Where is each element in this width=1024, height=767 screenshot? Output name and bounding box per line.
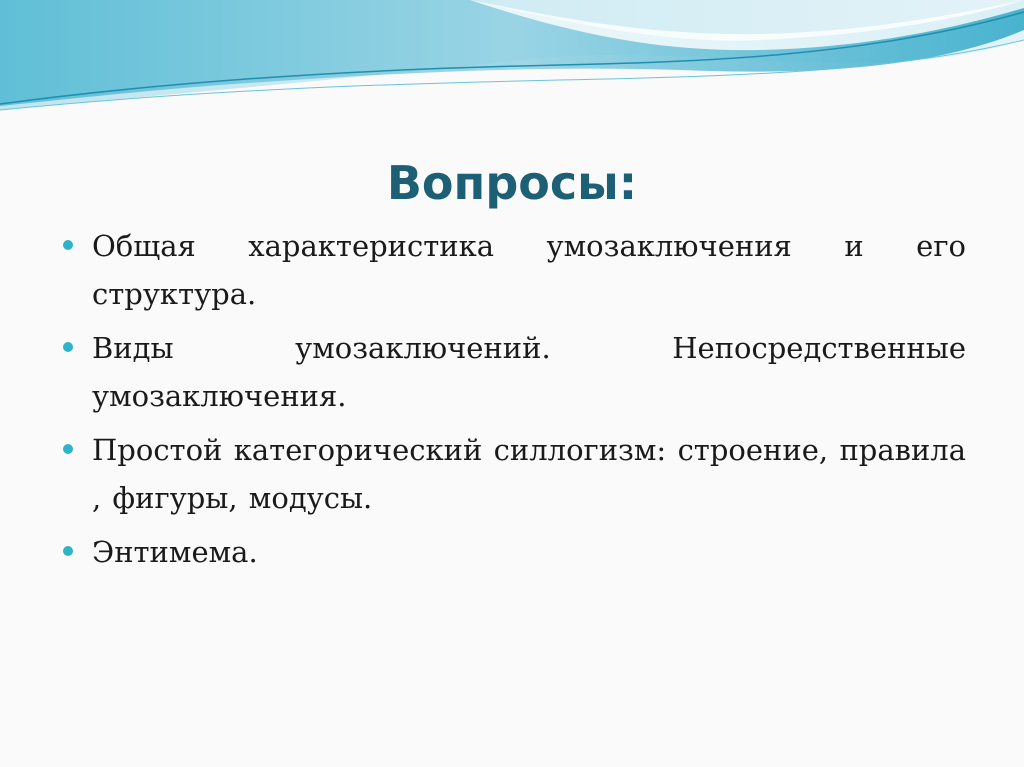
bullet-text: Простой категорический силлогизм: строение, правила , фигуры, модусы. <box>92 433 966 515</box>
bullet-item <box>62 324 966 420</box>
bullet-item <box>62 222 966 318</box>
bullet-item <box>62 528 966 576</box>
bullet-list <box>62 222 966 582</box>
bullet-marker-icon <box>63 444 73 454</box>
bullet-item <box>62 426 966 522</box>
wave-header-decoration <box>0 0 1024 130</box>
bullet-marker-icon <box>63 240 73 250</box>
bullet-text: Энтимема. <box>92 535 258 569</box>
bullet-marker-icon <box>63 546 73 556</box>
bullet-text: Общая характеристика умозаключения и его структура. <box>92 229 966 311</box>
bullet-text: Виды умозаключений. Непосредственные умозаключения. <box>92 331 966 413</box>
bullet-marker-icon <box>63 342 73 352</box>
slide-title: Вопросы: <box>386 156 638 210</box>
